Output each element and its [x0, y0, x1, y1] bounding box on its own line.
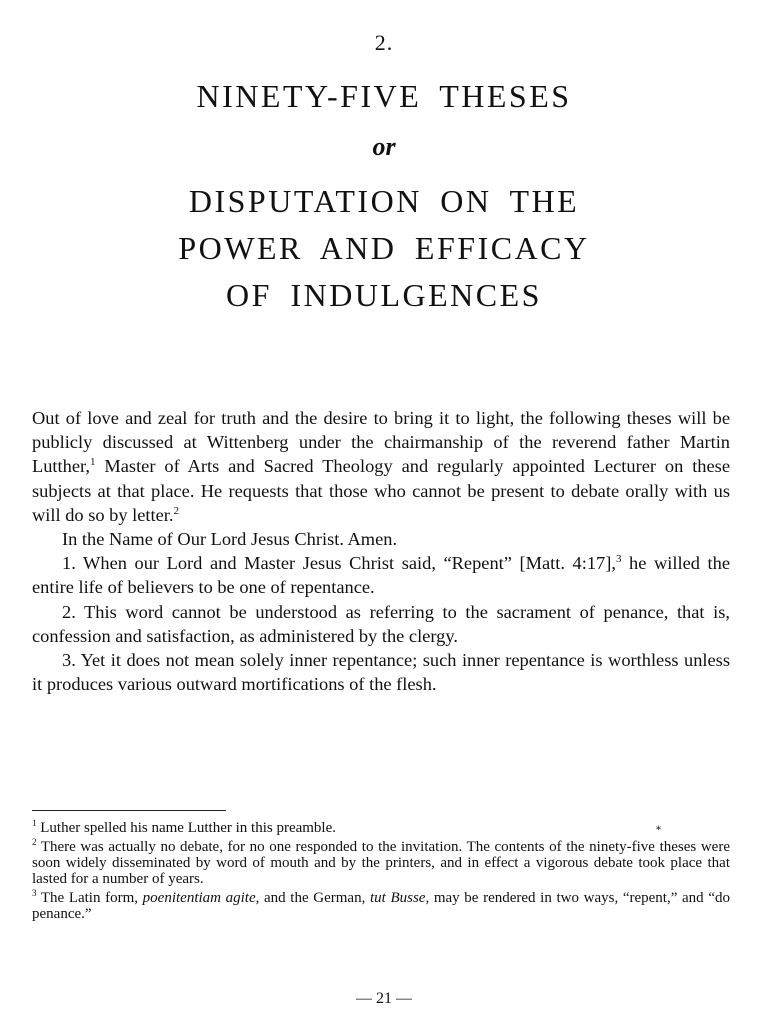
- footnote-3-number: 3: [32, 888, 37, 898]
- preamble-paragraph: [32, 406, 730, 527]
- title-line-4: OF INDULGENCES: [226, 277, 542, 313]
- title-line-3: POWER AND EFFICACY: [178, 230, 590, 266]
- footnote-3-latin: poenitentiam agite: [142, 890, 256, 906]
- invocation-paragraph: In the Name of Our Lord Jesus Christ. Amen.: [62, 529, 398, 550]
- footnote-1-number: 1: [32, 818, 37, 828]
- footnote-2-number: 2: [32, 837, 37, 847]
- page-number: — 21 —: [356, 990, 412, 1007]
- footnote-3: [32, 890, 730, 922]
- thesis-2: 2. This word cannot be understood as referring to the sacrament of penance, that is, confession and satisfaction, as administered by the clergy.: [32, 601, 730, 646]
- title-line-1: NINETY-FIVE THESES: [196, 78, 572, 114]
- footnote-ref-2: 2: [173, 504, 179, 517]
- stray-mark: *: [656, 825, 661, 836]
- body-text: [32, 406, 730, 696]
- footnote-3-text-b: , and the German,: [255, 890, 370, 906]
- footnote-ref-3: 3: [615, 553, 622, 566]
- thesis-3: 3. Yet it does not mean solely inner repentance; such inner repentance is worthless unless it produces various outward mortifications of the flesh.: [32, 650, 730, 695]
- title-connector: or: [372, 132, 396, 161]
- footnote-divider: [32, 810, 226, 811]
- footnote-1: [32, 820, 730, 836]
- footnote-2-text: There was actually no debate, for no one responded to the invitation. The contents of the ninety-five theses were soon widely disseminated by word of mouth and by the printers, and in effect a vigorous debate took place that lasted for a number of years.: [32, 839, 730, 887]
- preamble-text-a: Out of love and zeal for truth and the desire to bring it to light, the following theses will be publicly discussed at Wittenberg under the chairmanship of the reverend father Martin Lutther,: [32, 408, 730, 477]
- footnote-3-german: tut Busse: [369, 890, 426, 906]
- footnote-1-text: Luther spelled his name Lutther in this preamble.: [36, 820, 337, 836]
- chapter-number: 2.: [374, 30, 394, 55]
- footnotes: [32, 820, 730, 925]
- footnote-2: [32, 839, 730, 887]
- footnote-ref-1: 1: [90, 456, 96, 469]
- subtitle-block: [0, 178, 768, 319]
- preamble-text-b: Master of Arts and Sacred Theology and regularly appointed Lecturer on these subjects at that place. He requests that those who cannot be present to debate orally with us will do so by letter.: [32, 456, 730, 525]
- thesis-1-text-a: 1. When our Lord and Master Jesus Christ said, “Repent” [Matt. 4:17],: [62, 553, 616, 574]
- thesis-1-text-b: he willed the entire life of believers to be one of repentance.: [32, 553, 730, 598]
- title-line-2: DISPUTATION ON THE: [188, 183, 580, 219]
- footnote-3-text-a: The Latin form,: [36, 890, 143, 906]
- footnote-3-text-c: , may be rendered in two ways, “repent,” and “do penance.”: [32, 890, 730, 922]
- thesis-1: [32, 551, 730, 599]
